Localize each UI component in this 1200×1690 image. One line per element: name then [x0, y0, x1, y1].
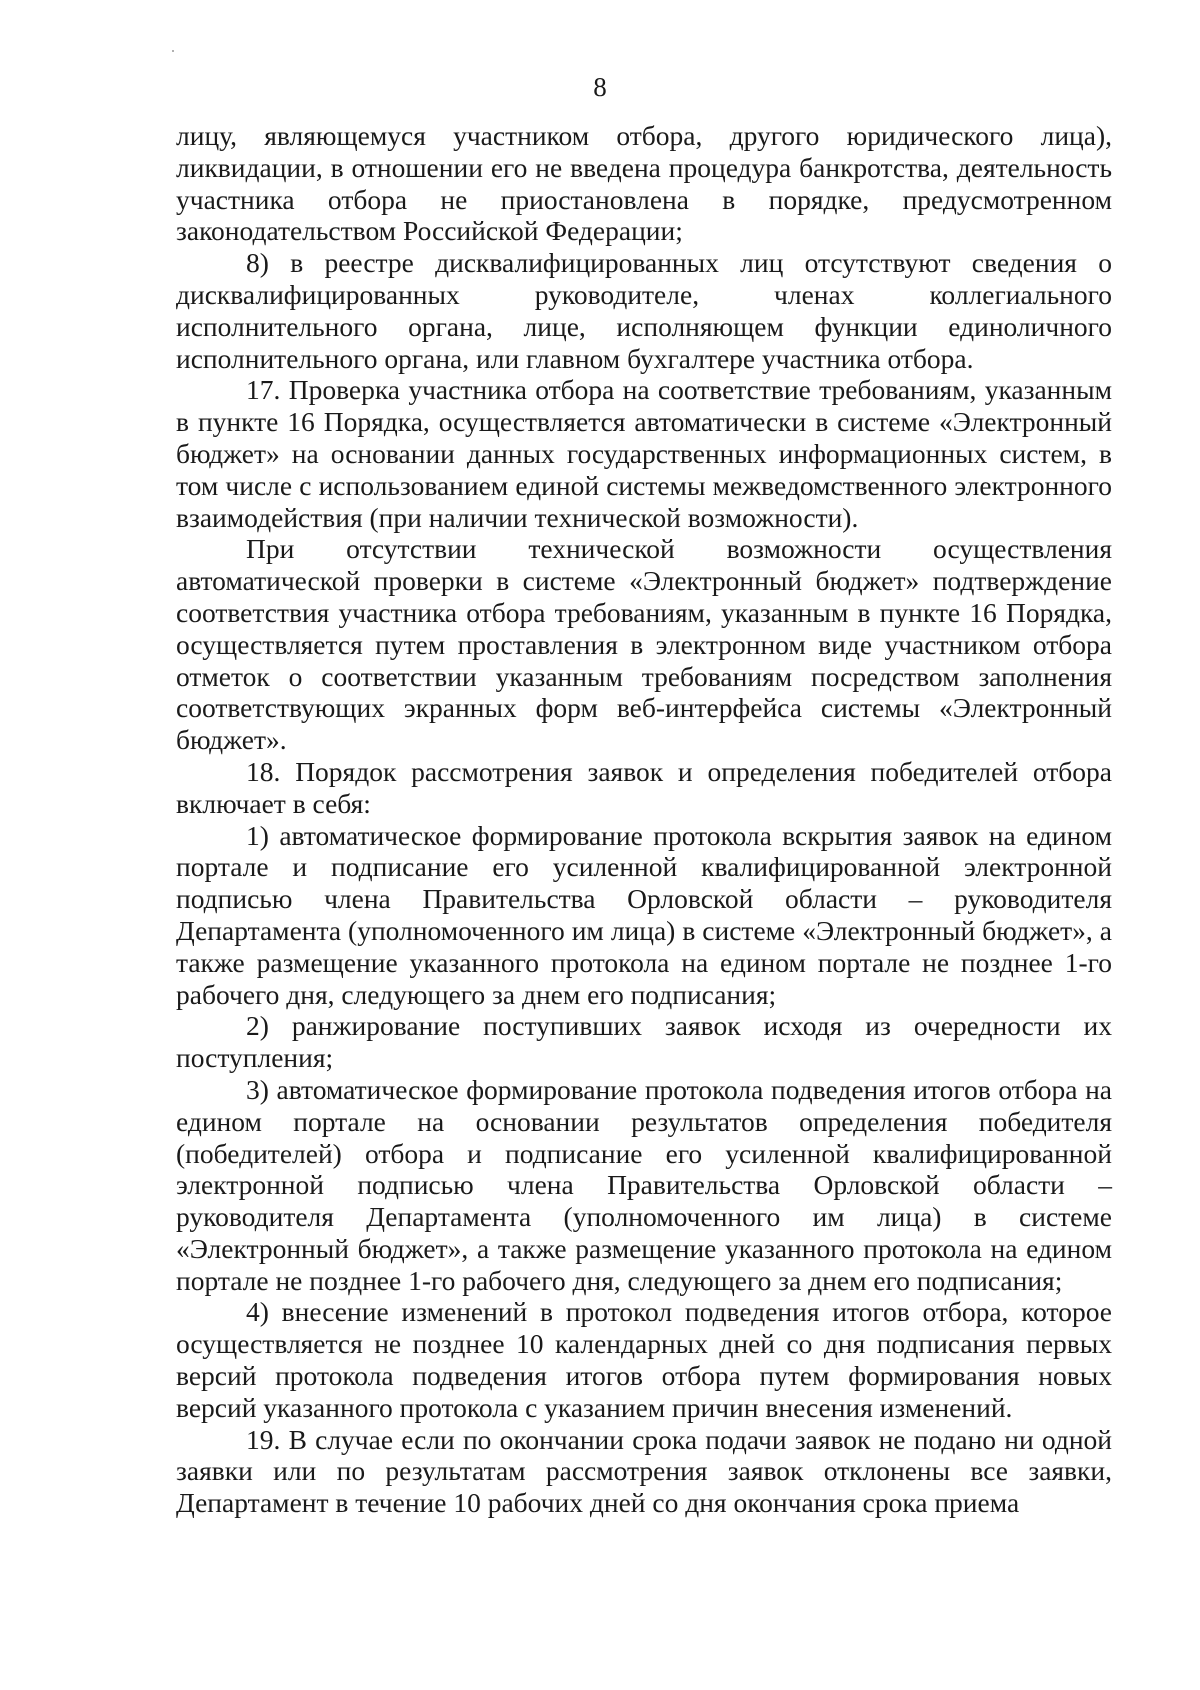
document-body: [176, 120, 1112, 1519]
paragraph: 2) ранжирование поступивших заявок исходя из очередности их поступления;: [176, 1010, 1112, 1074]
scan-speck: [172, 50, 174, 52]
paragraph: 1) автоматическое формирование протокола вскрытия заявок на едином портале и подписание его усиленной квалифицированной электронной подписью члена Правительства Орловской области – руководителя Департамента (уполномоченного им лица) в системе «Электронный бюджет», а также размещение указанного протокола на едином портале не позднее 1-го рабочего дня, следующего за днем его подписания;: [176, 819, 1112, 1010]
paragraph: 3) автоматическое формирование протокола подведения итогов отбора на едином портале на основании результатов определения победителя (победителей) отбора и подписание его усиленной квалифицированной электронной подписью члена Правительства Орловской области – руководителя Департамента (уполномоченного им лица) в системе «Электронный бюджет», а также размещение указанного протокола на едином портале не позднее 1-го рабочего дня, следующего за днем его подписания;: [176, 1073, 1112, 1296]
page-number: 8: [593, 72, 607, 102]
paragraph: 18. Порядок рассмотрения заявок и определения победителей отбора включает в себя:: [176, 755, 1112, 819]
paragraph: 17. Проверка участника отбора на соответствие требованиям, указанным в пункте 16 Порядка, осуществляется автоматически в системе «Электронный бюджет» на основании данных государственных информационных систем, в том числе с использованием единой системы межведомственного электронного взаимодействия (при наличии технической возможности).: [176, 374, 1112, 533]
paragraph: 8) в реестре дисквалифицированных лиц отсутствуют сведения о дисквалифицированных руководителе, членах коллегиального исполнительного органа, лице, исполняющем функции единоличного исполнительного органа, или главном бухгалтере участника отбора.: [176, 247, 1112, 374]
paragraph: 19. В случае если по окончании срока подачи заявок не подано ни одной заявки или по результатам рассмотрения заявок отклонены все заявки, Департамент в течение 10 рабочих дней со дня окончания срока приема: [176, 1423, 1112, 1519]
paragraph: При отсутствии технической возможности осуществления автоматической проверки в системе «Электронный бюджет» подтверждение соответствия участника отбора требованиям, указанным в пункте 16 Порядка, осуществляется путем проставления в электронном виде участником отбора отметок о соответствии указанным требованиям посредством заполнения соответствующих экранных форм веб-интерфейса системы «Электронный бюджет».: [176, 533, 1112, 756]
paragraph: лицу, являющемуся участником отбора, другого юридического лица), ликвидации, в отношении его не введена процедура банкротства, деятельность участника отбора не приостановлена в порядке, предусмотренном законодательством Российской Федерации;: [176, 120, 1112, 247]
paragraph: 4) внесение изменений в протокол подведения итогов отбора, которое осуществляется не позднее 10 календарных дней со дня подписания первых версий протокола подведения итогов отбора путем формирования новых версий указанного протокола с указанием причин внесения изменений.: [176, 1296, 1112, 1423]
